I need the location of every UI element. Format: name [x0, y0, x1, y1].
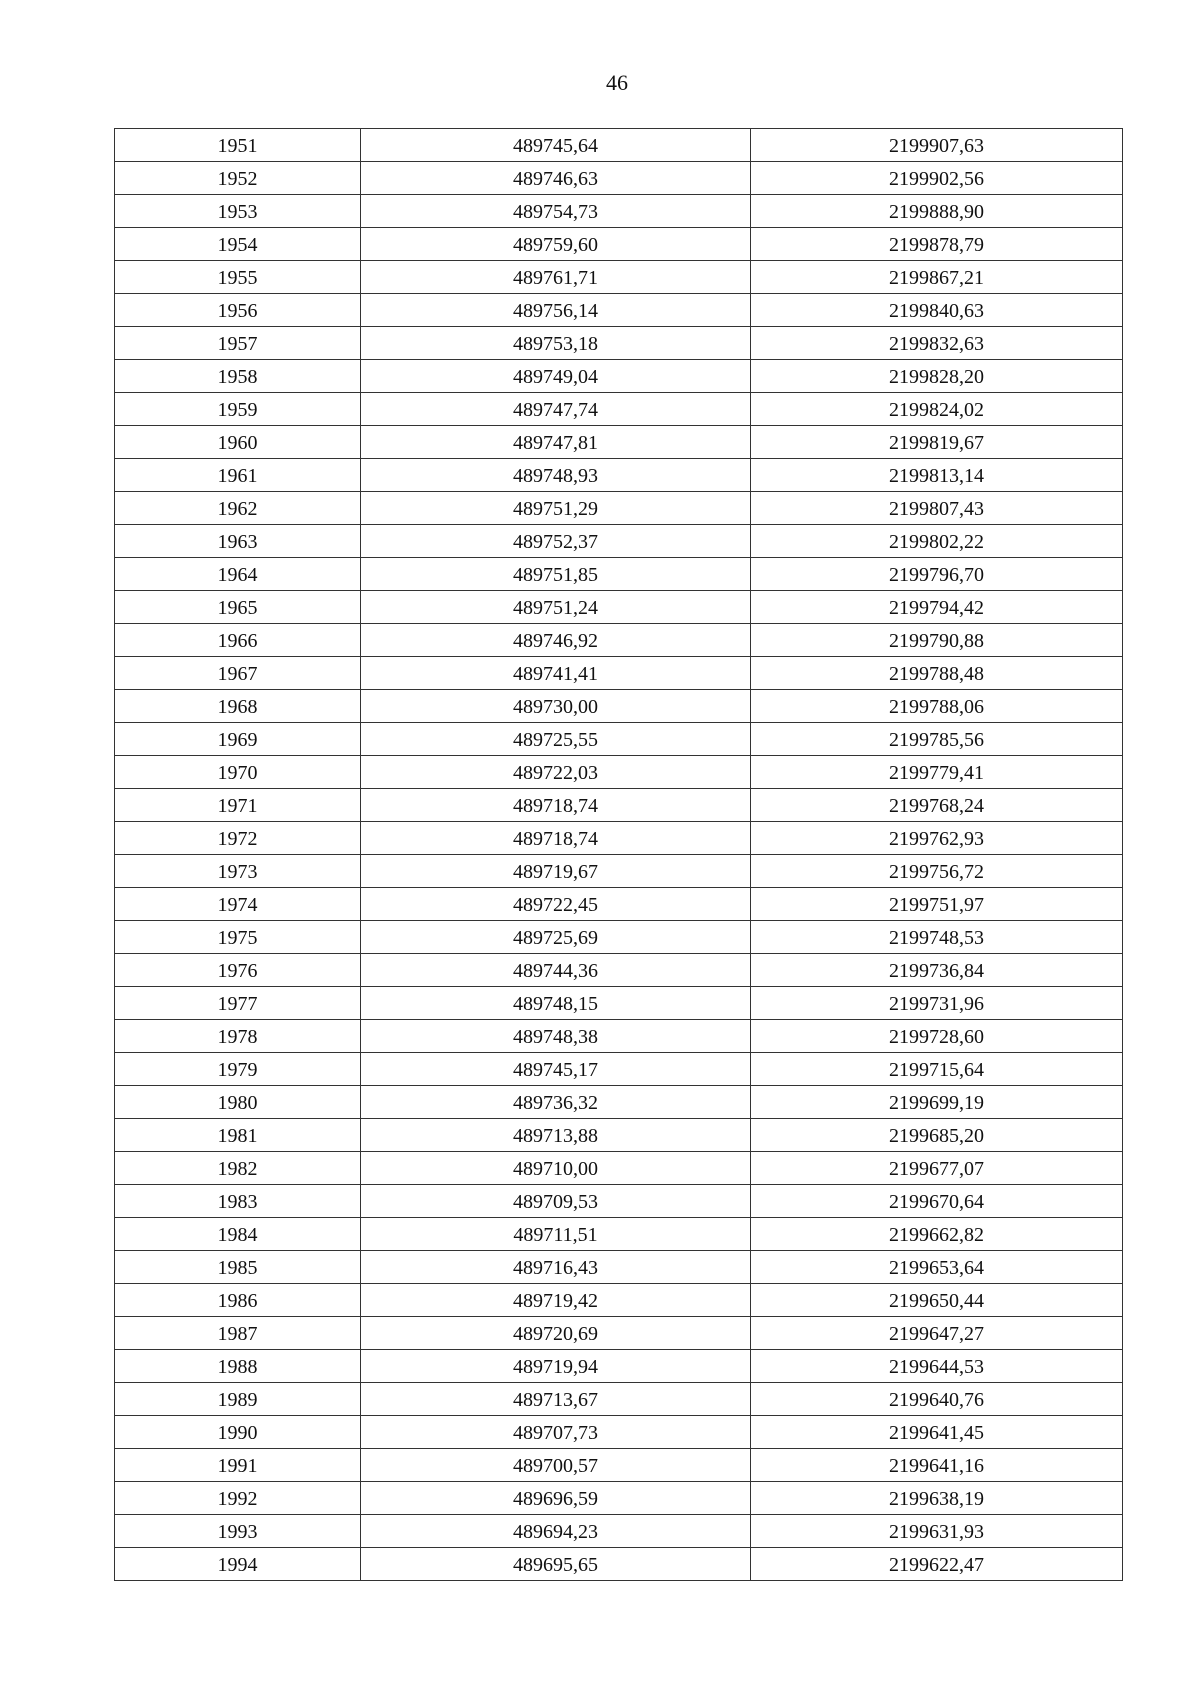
x-coordinate-cell: 489751,29	[361, 492, 751, 525]
x-coordinate-cell: 489695,65	[361, 1548, 751, 1581]
point-number-cell: 1966	[115, 624, 361, 657]
point-number-cell: 1988	[115, 1350, 361, 1383]
y-coordinate-cell: 2199807,43	[751, 492, 1123, 525]
point-number-cell: 1959	[115, 393, 361, 426]
x-coordinate-cell: 489745,17	[361, 1053, 751, 1086]
table-row	[115, 822, 1123, 855]
y-coordinate-cell: 2199902,56	[751, 162, 1123, 195]
y-coordinate-cell: 2199748,53	[751, 921, 1123, 954]
point-number-cell: 1956	[115, 294, 361, 327]
y-coordinate-cell: 2199840,63	[751, 294, 1123, 327]
point-number-cell: 1969	[115, 723, 361, 756]
point-number-cell: 1991	[115, 1449, 361, 1482]
y-coordinate-cell: 2199731,96	[751, 987, 1123, 1020]
y-coordinate-cell: 2199788,06	[751, 690, 1123, 723]
table-row	[115, 525, 1123, 558]
x-coordinate-cell: 489716,43	[361, 1251, 751, 1284]
x-coordinate-cell: 489709,53	[361, 1185, 751, 1218]
y-coordinate-cell: 2199788,48	[751, 657, 1123, 690]
table-row	[115, 1515, 1123, 1548]
y-coordinate-cell: 2199878,79	[751, 228, 1123, 261]
x-coordinate-cell: 489713,67	[361, 1383, 751, 1416]
table-row	[115, 789, 1123, 822]
point-number-cell: 1975	[115, 921, 361, 954]
y-coordinate-cell: 2199756,72	[751, 855, 1123, 888]
table-row	[115, 624, 1123, 657]
point-number-cell: 1958	[115, 360, 361, 393]
x-coordinate-cell: 489694,23	[361, 1515, 751, 1548]
x-coordinate-cell: 489713,88	[361, 1119, 751, 1152]
point-number-cell: 1992	[115, 1482, 361, 1515]
x-coordinate-cell: 489725,55	[361, 723, 751, 756]
point-number-cell: 1982	[115, 1152, 361, 1185]
point-number-cell: 1986	[115, 1284, 361, 1317]
y-coordinate-cell: 2199832,63	[751, 327, 1123, 360]
y-coordinate-cell: 2199677,07	[751, 1152, 1123, 1185]
x-coordinate-cell: 489752,37	[361, 525, 751, 558]
table-row	[115, 1086, 1123, 1119]
point-number-cell: 1980	[115, 1086, 361, 1119]
point-number-cell: 1977	[115, 987, 361, 1020]
point-number-cell: 1987	[115, 1317, 361, 1350]
y-coordinate-cell: 2199867,21	[751, 261, 1123, 294]
x-coordinate-cell: 489730,00	[361, 690, 751, 723]
point-number-cell: 1981	[115, 1119, 361, 1152]
point-number-cell: 1961	[115, 459, 361, 492]
x-coordinate-cell: 489722,03	[361, 756, 751, 789]
y-coordinate-cell: 2199762,93	[751, 822, 1123, 855]
table-row	[115, 1350, 1123, 1383]
point-number-cell: 1964	[115, 558, 361, 591]
point-number-cell: 1979	[115, 1053, 361, 1086]
y-coordinate-cell: 2199824,02	[751, 393, 1123, 426]
y-coordinate-cell: 2199685,20	[751, 1119, 1123, 1152]
coordinates-table	[114, 128, 1123, 1581]
table-row	[115, 690, 1123, 723]
table-row	[115, 855, 1123, 888]
table-row	[115, 228, 1123, 261]
y-coordinate-cell: 2199907,63	[751, 129, 1123, 162]
point-number-cell: 1990	[115, 1416, 361, 1449]
table-row	[115, 360, 1123, 393]
x-coordinate-cell: 489722,45	[361, 888, 751, 921]
point-number-cell: 1971	[115, 789, 361, 822]
x-coordinate-cell: 489744,36	[361, 954, 751, 987]
point-number-cell: 1973	[115, 855, 361, 888]
table-row	[115, 987, 1123, 1020]
y-coordinate-cell: 2199751,97	[751, 888, 1123, 921]
table-row	[115, 162, 1123, 195]
y-coordinate-cell: 2199699,19	[751, 1086, 1123, 1119]
y-coordinate-cell: 2199715,64	[751, 1053, 1123, 1086]
x-coordinate-cell: 489751,24	[361, 591, 751, 624]
point-number-cell: 1993	[115, 1515, 361, 1548]
y-coordinate-cell: 2199653,64	[751, 1251, 1123, 1284]
y-coordinate-cell: 2199736,84	[751, 954, 1123, 987]
y-coordinate-cell: 2199647,27	[751, 1317, 1123, 1350]
point-number-cell: 1994	[115, 1548, 361, 1581]
page-number: 46	[606, 70, 628, 95]
x-coordinate-cell: 489707,73	[361, 1416, 751, 1449]
point-number-cell: 1974	[115, 888, 361, 921]
table-row	[115, 1218, 1123, 1251]
y-coordinate-cell: 2199638,19	[751, 1482, 1123, 1515]
table-row	[115, 1251, 1123, 1284]
point-number-cell: 1983	[115, 1185, 361, 1218]
point-number-cell: 1967	[115, 657, 361, 690]
table-row	[115, 1416, 1123, 1449]
point-number-cell: 1985	[115, 1251, 361, 1284]
point-number-cell: 1976	[115, 954, 361, 987]
table-row	[115, 195, 1123, 228]
x-coordinate-cell: 489711,51	[361, 1218, 751, 1251]
x-coordinate-cell: 489696,59	[361, 1482, 751, 1515]
y-coordinate-cell: 2199670,64	[751, 1185, 1123, 1218]
x-coordinate-cell: 489753,18	[361, 327, 751, 360]
x-coordinate-cell: 489748,93	[361, 459, 751, 492]
x-coordinate-cell: 489718,74	[361, 822, 751, 855]
x-coordinate-cell: 489725,69	[361, 921, 751, 954]
table-row	[115, 657, 1123, 690]
table-row	[115, 888, 1123, 921]
point-number-cell: 1960	[115, 426, 361, 459]
point-number-cell: 1957	[115, 327, 361, 360]
x-coordinate-cell: 489741,41	[361, 657, 751, 690]
x-coordinate-cell: 489761,71	[361, 261, 751, 294]
point-number-cell: 1965	[115, 591, 361, 624]
y-coordinate-cell: 2199641,16	[751, 1449, 1123, 1482]
table-row	[115, 426, 1123, 459]
x-coordinate-cell: 489710,00	[361, 1152, 751, 1185]
point-number-cell: 1984	[115, 1218, 361, 1251]
y-coordinate-cell: 2199888,90	[751, 195, 1123, 228]
x-coordinate-cell: 489749,04	[361, 360, 751, 393]
table-row	[115, 1020, 1123, 1053]
table-row	[115, 1152, 1123, 1185]
x-coordinate-cell: 489747,74	[361, 393, 751, 426]
y-coordinate-cell: 2199644,53	[751, 1350, 1123, 1383]
y-coordinate-cell: 2199650,44	[751, 1284, 1123, 1317]
x-coordinate-cell: 489719,67	[361, 855, 751, 888]
table-row	[115, 129, 1123, 162]
x-coordinate-cell: 489746,63	[361, 162, 751, 195]
table-row	[115, 393, 1123, 426]
y-coordinate-cell: 2199794,42	[751, 591, 1123, 624]
table-row	[115, 591, 1123, 624]
x-coordinate-cell: 489747,81	[361, 426, 751, 459]
x-coordinate-cell: 489719,94	[361, 1350, 751, 1383]
x-coordinate-cell: 489759,60	[361, 228, 751, 261]
y-coordinate-cell: 2199728,60	[751, 1020, 1123, 1053]
x-coordinate-cell: 489751,85	[361, 558, 751, 591]
y-coordinate-cell: 2199641,45	[751, 1416, 1123, 1449]
point-number-cell: 1989	[115, 1383, 361, 1416]
x-coordinate-cell: 489736,32	[361, 1086, 751, 1119]
table-row	[115, 921, 1123, 954]
y-coordinate-cell: 2199785,56	[751, 723, 1123, 756]
point-number-cell: 1978	[115, 1020, 361, 1053]
y-coordinate-cell: 2199640,76	[751, 1383, 1123, 1416]
table-row	[115, 1482, 1123, 1515]
x-coordinate-cell: 489746,92	[361, 624, 751, 657]
x-coordinate-cell: 489700,57	[361, 1449, 751, 1482]
point-number-cell: 1968	[115, 690, 361, 723]
y-coordinate-cell: 2199768,24	[751, 789, 1123, 822]
table-row	[115, 1383, 1123, 1416]
table-row	[115, 459, 1123, 492]
x-coordinate-cell: 489748,38	[361, 1020, 751, 1053]
point-number-cell: 1962	[115, 492, 361, 525]
table-row	[115, 1053, 1123, 1086]
y-coordinate-cell: 2199631,93	[751, 1515, 1123, 1548]
y-coordinate-cell: 2199802,22	[751, 525, 1123, 558]
point-number-cell: 1955	[115, 261, 361, 294]
y-coordinate-cell: 2199819,67	[751, 426, 1123, 459]
table-row	[115, 261, 1123, 294]
point-number-cell: 1954	[115, 228, 361, 261]
x-coordinate-cell: 489756,14	[361, 294, 751, 327]
x-coordinate-cell: 489745,64	[361, 129, 751, 162]
point-number-cell: 1970	[115, 756, 361, 789]
y-coordinate-cell: 2199790,88	[751, 624, 1123, 657]
point-number-cell: 1972	[115, 822, 361, 855]
table-row	[115, 294, 1123, 327]
point-number-cell: 1952	[115, 162, 361, 195]
table-row	[115, 1449, 1123, 1482]
y-coordinate-cell: 2199796,70	[751, 558, 1123, 591]
point-number-cell: 1963	[115, 525, 361, 558]
table-row	[115, 1185, 1123, 1218]
y-coordinate-cell: 2199779,41	[751, 756, 1123, 789]
y-coordinate-cell: 2199828,20	[751, 360, 1123, 393]
table-row	[115, 723, 1123, 756]
point-number-cell: 1951	[115, 129, 361, 162]
y-coordinate-cell: 2199622,47	[751, 1548, 1123, 1581]
y-coordinate-cell: 2199662,82	[751, 1218, 1123, 1251]
table-row	[115, 327, 1123, 360]
table-row	[115, 1119, 1123, 1152]
table-row	[115, 558, 1123, 591]
x-coordinate-cell: 489720,69	[361, 1317, 751, 1350]
x-coordinate-cell: 489718,74	[361, 789, 751, 822]
table-row	[115, 1548, 1123, 1581]
point-number-cell: 1953	[115, 195, 361, 228]
y-coordinate-cell: 2199813,14	[751, 459, 1123, 492]
x-coordinate-cell: 489719,42	[361, 1284, 751, 1317]
table-row	[115, 1317, 1123, 1350]
table-row	[115, 492, 1123, 525]
x-coordinate-cell: 489754,73	[361, 195, 751, 228]
coordinates-table-body	[115, 129, 1123, 1581]
table-row	[115, 954, 1123, 987]
x-coordinate-cell: 489748,15	[361, 987, 751, 1020]
table-row	[115, 1284, 1123, 1317]
table-row	[115, 756, 1123, 789]
